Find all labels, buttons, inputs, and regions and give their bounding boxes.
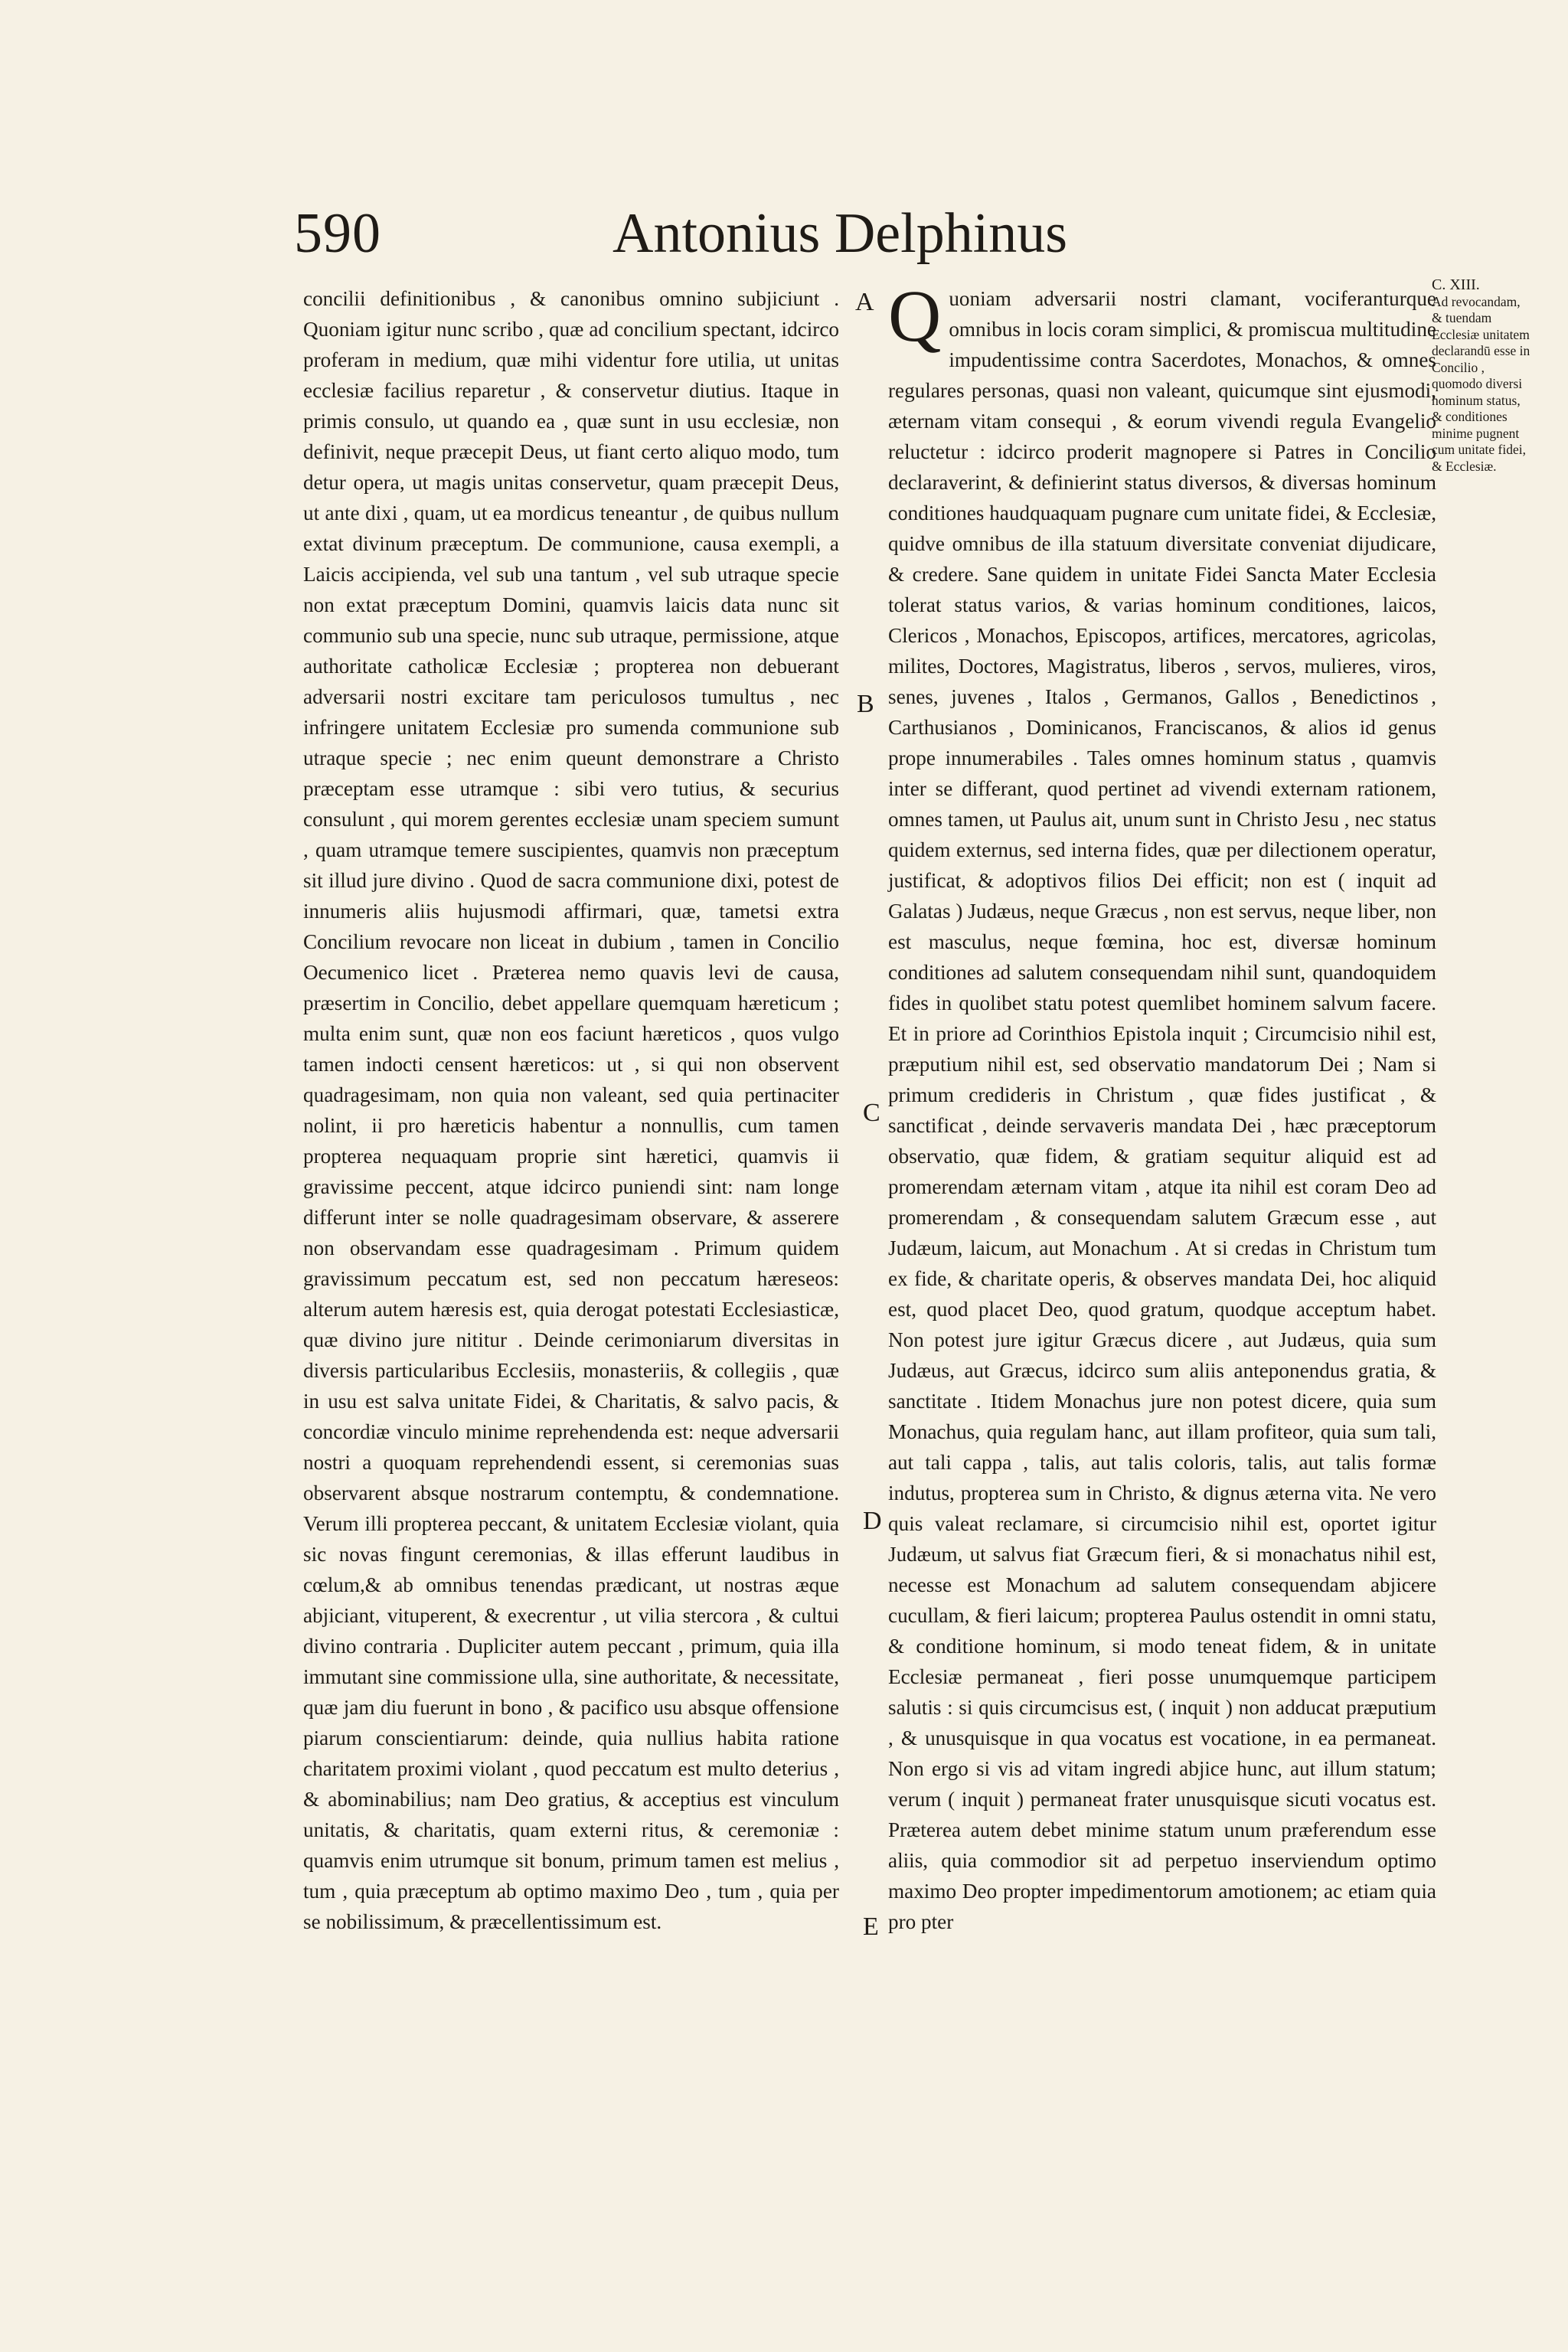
marginal-note-text: Ad revocandam, & tuendam Ecclesiæ unitatem declarandū esse in Concilio , quomodo diversi hominum status, & conditiones minime pugnent cum unitate fidei, & Ecclesiæ. <box>1432 293 1530 474</box>
page-number: 590 <box>294 202 381 265</box>
section-marker-a: A <box>855 288 874 316</box>
section-marker-d: D <box>863 1507 882 1535</box>
left-column-paragraph: concilii definitionibus , & canonibus omnino subjiciunt . Quoniam igitur nunc scribo , quæ ad concilium spectant, idcirco proferam in medium, quæ mihi videntur fore utilia, ut unitas ecclesiæ facilius reparetur , & conservetur diutius. Itaque in primis consulo, ut quando ea , quæ sunt in usu ecclesiæ, non definivit, neque præcepit Deus, ut fiant certo aliquo modo, tum detur opera, ut magis unitas conservetur, quam præcepit Deus, ut ante dixi , quam, ut ea mordicus teneantur , de quibus nullum extat divinum præceptum. De communione, causa exempli, a Laicis accipienda, vel sub una tantum , vel sub utraque specie non extat præceptum Domini, quamvis laicis data nunc sit communio sub una specie, nunc sub utraque, permissione, atque authoritate catholicæ Ecclesiæ ; propterea non debuerant adversarii nostri excitare tam periculosos tumultus , nec infringere unitatem Ecclesiæ pro sumenda communione sub utraque specie ; nec enim queunt demonstrare a Christo præceptam esse utramque : sibi vero tutius, & securius consulunt , qui morem gerentes ecclesiæ unam speciem sumunt , quam utramque temere suscipientes, quamvis non præceptum sit illud jure divino . Quod de sacra communione dixi, potest de innumeris aliis hujusmodi affirmari, quæ, tametsi extra Concilium revocare non liceat in dubium , tamen in Concilio Oecumenico licet . Præterea nemo quavis levi de causa, præsertim in Concilio, debet appellare quemquam hæreticum ; multa enim sunt, quæ non eos faciunt hæreticos , quos vulgo tamen indocti censent hæreticos: ut , si qui non observent quadragesimam, non quia non valeant, sed quia pertinaciter nolint, ii pro hæreticis habentur a nonnullis, cum tamen propterea nequaquam proprie sint hæretici, quamvis ii gravissime peccent, atque idcirco puniendi sint: nam longe differunt inter se nolle quadragesimam observare, & asserere non observandam esse quadragesimam . Primum quidem gravissimum peccatum est, sed non peccatum hæreseos: alterum autem hæresis est, quia derogat potestati Ecclesiasticæ, quæ divino jure nititur . Deinde cerimoniarum diversitas in diversis particularibus Ecclesiis, monasteriis, & collegiis , quæ in usu est salva unitate Fidei, & Charitatis, & salvo pacis, & concordiæ vinculo minime reprehendenda est: neque adversarii nostri a quoquam reprehendendi essent, si ceremonias suas observarent absque nostrarum contemptu, & condemnatione. Verum illi propterea peccant, & unitatem Ecclesiæ violant, quia sic novas fingunt ceremonias, & illas efferunt laudibus in cœlum,& ab omnibus tenendas prædicant, ut nostras æque abjiciant, vituperent, & execrentur , ut vilia stercora , & cultui divino contraria . Dupliciter autem peccant , primum, quia illa immutant sine commissione ulla, sine authoritate, & necessitate, quæ jam diu fuerunt in bono , & pacifico usu absque offensione piarum conscientiarum: deinde, quia nullius habita ratione charitatem proximi violant , quod peccatum est multo deterius , & abominabilius; nam Deo gratius, & acceptius est vinculum unitatis, & charitatis, quam externi ritus, & ceremoniæ : quamvis enim utrumque sit bonum, primum tamen est melius , tum , quia præceptum ab optimo maximo Deo , tum , quia per se nobilissimum, & præcellentissimum est. <box>303 287 839 1933</box>
marginal-note <box>1432 277 1531 475</box>
marginal-note-heading: C. XIII. <box>1432 276 1480 293</box>
left-text-column <box>303 283 839 1937</box>
right-column-paragraph: Quoniam adversarii nostri clamant, vociferanturque omnibus in locis coram simplici, & promiscua multitudine impudentissime contra Sacerdotes, Monachos, & omnes regulares personas, quasi non valeant, quicumque sint ejusmodi, æternam vitam consequi , & eorum vivendi regula Evangelio reluctetur : idcirco proderit magnopere si Patres in Concilio declaraverint, & definierint status diversos, & diversas hominum conditiones haudquaquam pugnare cum unitate fidei, & Ecclesiæ, quidve omnibus de illa statuum diversitate conveniat dijudicare, & credere. Sane quidem in unitate Fidei Sancta Mater Ecclesia tolerat status varios, & varias hominum conditiones, laicos, Clericos , Monachos, Episcopos, artifices, mercatores, agricolas, milites, Doctores, Magistratus, liberos , servos, mulieres, viros, senes, juvenes , Italos , Germanos, Gallos , Benedictinos , Carthusianos , Dominicanos, Franciscanos, & alios id genus prope innumerabiles . Tales omnes hominum status , quamvis inter se differant, quod pertinet ad vivendi externam rationem, omnes tamen, ut Paulus ait, unum sunt in Christo Jesu , nec status quidem externus, sed interna fides, quæ per dilectionem operatur, justificat, & adoptivos filios Dei efficit; non est ( inquit ad Galatas ) Judæus, neque Græcus , non est servus, neque liber, non est masculus, neque fœmina, hoc est, diversæ hominum conditiones ad salutem consequendam nihil sunt, quandoquidem fides in quolibet statu potest quemlibet hominem salvum facere. Et in priore ad Corinthios Epistola inquit ; Circumcisio nihil est, præputium nihil est, sed observatio mandatorum Dei ; Nam si primum credideris in Christum , quæ fides justificat , & sanctificat , deinde servaveris mandata Dei , hæc præceptorum observatio, quæ fidem, & gratiam sequitur aliquid est ad promerendam æternam vitam , atque ita nihil est coram Deo ad promerendam , & consequendam salutem Græcum esse , aut Judæum, laicum, aut Monachum . At si credas in Christum tum ex fide, & charitate operis, & observes mandata Dei, hoc aliquid est, quod placet Deo, quod gratum, quodque acceptum habet. Non potest jure igitur Græcus dicere , aut Judæus, quia sum Judæus, aut Græcus, idcirco sum aliis anteponendus gratia, & sanctitate . Itidem Monachus jure non potest dicere, quia sum Monachus, quia regulam hanc, aut illam profiteor, quia sum tali, aut tali cappa , talis, aut talis coloris, talis, aut talis formæ indutus, propterea sum in Christo, & dignus æterna vita. Ne vero quis valeat reclamare, si circumcisio nihil est, oportet igitur Judæum, ut salvus fiat Græcum fieri, & si monachatus nihil est, necesse est Monachum ad salutem consequendam abjicere cucullam, & fieri laicum; propterea Paulus ostendit in omni statu, & conditione hominum, si modo teneat fidem, & in unitate Ecclesiæ permaneat , fieri posse unumquemque participem salutis : si quis circumcisus est, ( inquit ) non adducat præputium , & unusquisque in qua vocatus est vocatione, in ea permaneat. Non ergo si vis ad vitam ingredi abjice hunc, aut illum statum; verum ( inquit ) permaneat frater unusquisque sicuti vocatus est. Præterea autem debet minime statum unum præferendum esse aliis, quia commodior sit ad perpetuo inserviendum optimo maximo Deo propter impedimentorum amotionem; ac etiam quia pro pter <box>888 275 1436 1933</box>
section-marker-b: B <box>857 690 874 718</box>
section-marker-c: C <box>863 1099 880 1127</box>
running-title: Antonius Delphinus <box>612 202 1068 265</box>
right-text-column <box>888 275 1436 1937</box>
section-marker-e: E <box>863 1913 879 1941</box>
